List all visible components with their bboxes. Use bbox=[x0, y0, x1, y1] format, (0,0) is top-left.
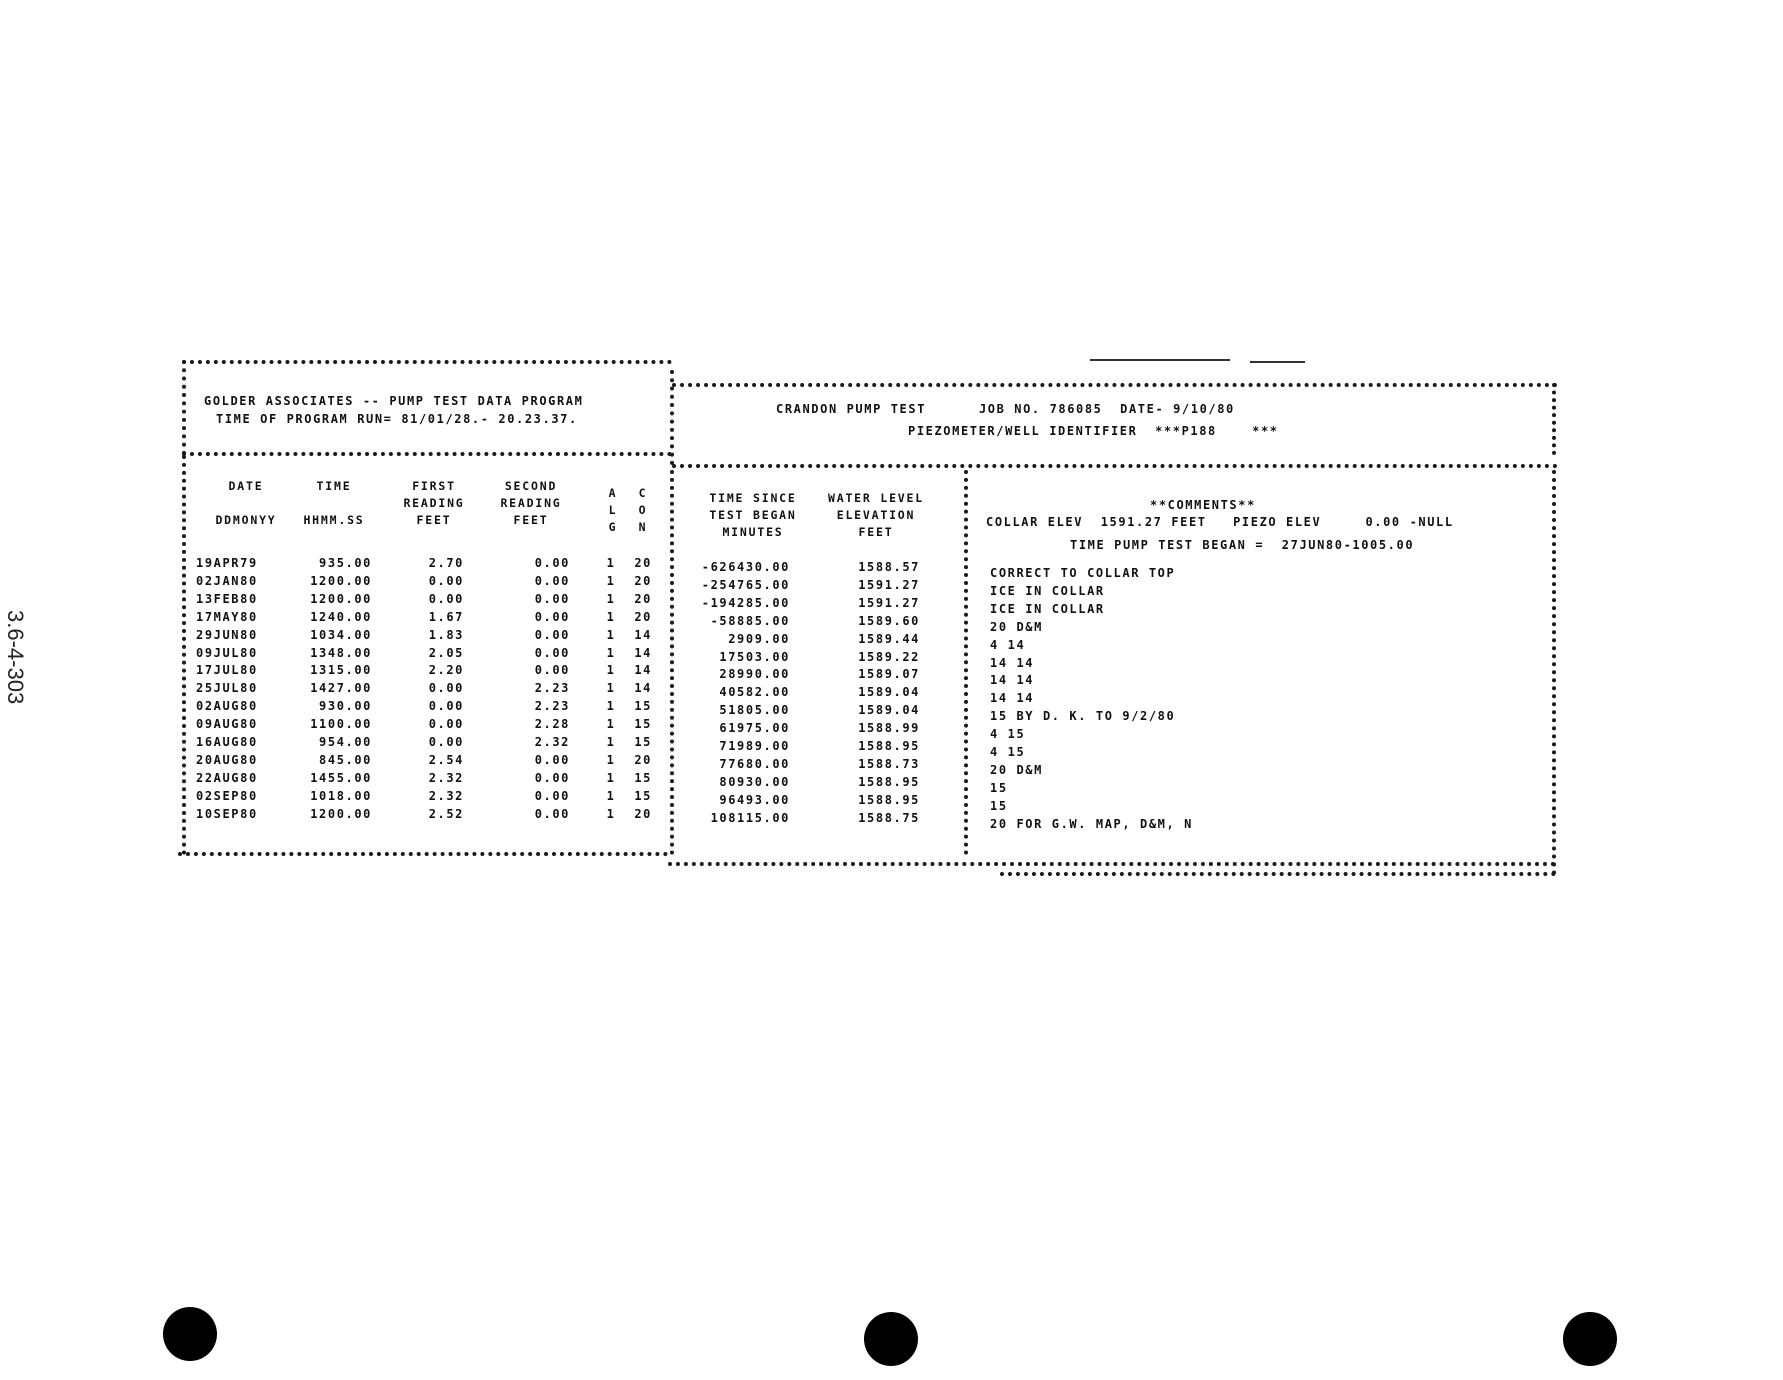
cell-c: 14 bbox=[634, 663, 652, 678]
cell-first: 2.20 bbox=[428, 663, 464, 678]
cell-a: 1 bbox=[606, 717, 616, 732]
cell-time: 1240.00 bbox=[310, 609, 372, 624]
cell-a: 1 bbox=[606, 573, 616, 588]
cell-comment: 20 D&M bbox=[990, 619, 1043, 634]
cell-since: 17503.00 bbox=[719, 649, 790, 664]
cell-comment: 14 14 bbox=[990, 673, 1035, 688]
cell-c: 20 bbox=[634, 752, 652, 767]
cell-time: 845.00 bbox=[319, 752, 372, 767]
cell-c: 20 bbox=[634, 806, 652, 821]
cell-since: 71989.00 bbox=[719, 739, 790, 753]
cell-time: 1034.00 bbox=[310, 627, 372, 642]
cell-date: 29JUN80 bbox=[196, 627, 258, 642]
cell-a: 1 bbox=[606, 806, 616, 821]
cell-first: 0.00 bbox=[428, 573, 464, 588]
cell-a: 1 bbox=[606, 735, 616, 749]
cell-since: 108115.00 bbox=[710, 810, 790, 825]
cell-level: 1588.95 bbox=[858, 792, 920, 807]
cell-first: 0.00 bbox=[428, 681, 464, 696]
cell-a: 1 bbox=[606, 591, 616, 606]
cell-date: 19APR79 bbox=[196, 556, 258, 570]
frame-bottom-right bbox=[668, 862, 1556, 866]
cell-comment: ICE IN COLLAR bbox=[990, 601, 1105, 616]
header-divider-right bbox=[672, 464, 1558, 468]
cell-second: 2.23 bbox=[534, 699, 570, 714]
frame-bottom-left bbox=[178, 852, 668, 856]
page-number: 3.6-4-303 bbox=[3, 610, 28, 705]
cell-second: 0.00 bbox=[534, 627, 570, 642]
cell-second: 2.23 bbox=[534, 681, 570, 696]
cell-a: 1 bbox=[606, 556, 616, 570]
cell-first: 0.00 bbox=[428, 735, 464, 749]
cell-time: 954.00 bbox=[319, 735, 372, 749]
cell-level: 1588.75 bbox=[858, 810, 920, 825]
cell-comment: CORRECT TO COLLAR TOP bbox=[990, 566, 1176, 580]
cell-date: 02AUG80 bbox=[196, 699, 258, 714]
cell-since: 96493.00 bbox=[719, 792, 790, 807]
cell-date: 02SEP80 bbox=[196, 788, 258, 803]
cell-first: 2.52 bbox=[428, 806, 464, 821]
cell-second: 0.00 bbox=[534, 752, 570, 767]
cell-comment: 15 bbox=[990, 780, 1008, 795]
cell-second: 0.00 bbox=[534, 663, 570, 678]
cell-date: 02JAN80 bbox=[196, 573, 258, 588]
cell-comment: 4 14 bbox=[990, 637, 1026, 652]
punch-hole bbox=[163, 1307, 217, 1361]
cell-second: 2.32 bbox=[534, 735, 570, 749]
cell-c: 20 bbox=[634, 556, 652, 570]
cell-time: 935.00 bbox=[319, 556, 372, 570]
cell-level: 1591.27 bbox=[858, 595, 920, 610]
frame-right-header bbox=[1552, 383, 1556, 455]
cell-c: 20 bbox=[634, 573, 652, 588]
cell-first: 1.83 bbox=[428, 627, 464, 642]
frame-left-body bbox=[182, 455, 186, 855]
cell-since: -626430.00 bbox=[701, 560, 790, 574]
cell-c: 14 bbox=[634, 681, 652, 696]
cell-level: 1589.60 bbox=[858, 613, 920, 628]
cell-time: 1200.00 bbox=[310, 573, 372, 588]
cell-since: 61975.00 bbox=[719, 721, 790, 736]
cell-date: 10SEP80 bbox=[196, 806, 258, 821]
cell-level: 1589.04 bbox=[858, 685, 920, 700]
cell-time: 1427.00 bbox=[310, 681, 372, 696]
cell-since: -194285.00 bbox=[701, 595, 790, 610]
cell-a: 1 bbox=[606, 681, 616, 696]
cell-second: 2.28 bbox=[534, 717, 570, 732]
col-header-con: C O N bbox=[638, 486, 648, 534]
cell-comment: 4 15 bbox=[990, 727, 1026, 742]
cell-second: 0.00 bbox=[534, 609, 570, 624]
cell-date: 09AUG80 bbox=[196, 717, 258, 732]
punch-hole bbox=[1563, 1312, 1617, 1366]
cell-a: 1 bbox=[606, 788, 616, 803]
cell-date: 22AUG80 bbox=[196, 770, 258, 785]
program-run-time: TIME OF PROGRAM RUN= 81/01/28.- 20.23.37. bbox=[216, 412, 578, 426]
cell-second: 0.00 bbox=[534, 770, 570, 785]
cell-time: 1200.00 bbox=[310, 591, 372, 606]
cell-c: 15 bbox=[634, 788, 652, 803]
cell-since: -58885.00 bbox=[710, 613, 790, 628]
cell-level: 1588.99 bbox=[858, 721, 920, 736]
cell-since: 77680.00 bbox=[719, 756, 790, 771]
cell-a: 1 bbox=[606, 752, 616, 767]
cell-date: 09JUL80 bbox=[196, 645, 258, 660]
cell-date: 13FEB80 bbox=[196, 591, 258, 606]
cell-c: 15 bbox=[634, 717, 652, 732]
header-split bbox=[670, 370, 674, 465]
cell-time: 1100.00 bbox=[310, 717, 372, 732]
cell-comment: 15 BY D. K. TO 9/2/80 bbox=[990, 709, 1176, 724]
cell-since: 2909.00 bbox=[728, 631, 790, 646]
cell-comment: 14 14 bbox=[990, 691, 1035, 706]
cell-first: 1.67 bbox=[428, 609, 464, 624]
cell-a: 1 bbox=[606, 770, 616, 785]
cell-first: 0.00 bbox=[428, 717, 464, 732]
scan-mark bbox=[1250, 361, 1305, 363]
cell-date: 17JUL80 bbox=[196, 663, 258, 678]
cell-level: 1588.57 bbox=[858, 560, 920, 574]
comments-title: **COMMENTS** bbox=[1150, 498, 1256, 512]
cell-time: 1018.00 bbox=[310, 788, 372, 803]
cell-level: 1589.07 bbox=[858, 667, 920, 682]
test-began: TIME PUMP TEST BEGAN = 27JUN80-1005.00 bbox=[1070, 538, 1415, 552]
cell-since: 28990.00 bbox=[719, 667, 790, 682]
col-header-since: TIME SINCE TEST BEGAN MINUTES bbox=[709, 491, 797, 539]
well-identifier: PIEZOMETER/WELL IDENTIFIER ***P188 *** bbox=[908, 424, 1279, 438]
cell-date: 16AUG80 bbox=[196, 735, 258, 749]
cell-a: 1 bbox=[606, 645, 616, 660]
cell-second: 0.00 bbox=[534, 806, 570, 821]
cell-since: 80930.00 bbox=[719, 774, 790, 789]
cell-comment: ICE IN COLLAR bbox=[990, 583, 1105, 598]
cell-second: 0.00 bbox=[534, 556, 570, 570]
col-header-level: WATER LEVEL ELEVATION FEET bbox=[828, 491, 924, 539]
cell-c: 15 bbox=[634, 770, 652, 785]
cell-c: 20 bbox=[634, 591, 652, 606]
cell-c: 15 bbox=[634, 735, 652, 749]
cell-time: 1348.00 bbox=[310, 645, 372, 660]
col-header-time: TIME HHMM.SS bbox=[303, 479, 365, 527]
col-header-first: FIRST READING FEET bbox=[403, 479, 465, 527]
frame-bottom-far bbox=[1000, 872, 1556, 876]
cell-level: 1589.22 bbox=[858, 649, 920, 664]
cell-c: 14 bbox=[634, 627, 652, 642]
cell-second: 0.00 bbox=[534, 788, 570, 803]
cell-time: 1315.00 bbox=[310, 663, 372, 678]
cell-since: 40582.00 bbox=[719, 685, 790, 700]
collar-elevation: COLLAR ELEV 1591.27 FEET PIEZO ELEV 0.00 -NULL bbox=[986, 515, 1454, 529]
scan-mark bbox=[1090, 359, 1230, 361]
frame-right-body bbox=[1552, 470, 1556, 875]
cell-second: 0.00 bbox=[534, 591, 570, 606]
cell-comment: 14 14 bbox=[990, 655, 1035, 670]
cell-first: 0.00 bbox=[428, 591, 464, 606]
cell-first: 2.32 bbox=[428, 788, 464, 803]
cell-date: 20AUG80 bbox=[196, 752, 258, 767]
cell-comment: 15 bbox=[990, 798, 1008, 813]
cell-a: 1 bbox=[606, 627, 616, 642]
test-title: CRANDON PUMP TEST JOB NO. 786085 DATE- 9/10/80 bbox=[776, 402, 1235, 416]
cell-time: 930.00 bbox=[319, 699, 372, 714]
body-split-2 bbox=[964, 470, 968, 855]
cell-date: 17MAY80 bbox=[196, 609, 258, 624]
cell-level: 1588.73 bbox=[858, 756, 920, 771]
cell-level: 1588.95 bbox=[858, 739, 920, 753]
cell-since: -254765.00 bbox=[701, 577, 790, 592]
col-header-date: DATE DDMONYY bbox=[215, 479, 277, 527]
col-header-second: SECOND READING FEET bbox=[500, 479, 562, 527]
punch-hole bbox=[864, 1312, 918, 1366]
cell-comment: 4 15 bbox=[990, 745, 1026, 759]
cell-comment: 20 FOR G.W. MAP, D&M, N bbox=[990, 816, 1193, 831]
cell-level: 1588.95 bbox=[858, 774, 920, 789]
frame-left-header bbox=[182, 360, 186, 455]
cell-first: 2.70 bbox=[428, 556, 464, 570]
cell-time: 1455.00 bbox=[310, 770, 372, 785]
cell-comment: 20 D&M bbox=[990, 762, 1043, 777]
cell-since: 51805.00 bbox=[719, 703, 790, 718]
cell-first: 2.32 bbox=[428, 770, 464, 785]
cell-level: 1589.04 bbox=[858, 703, 920, 718]
cell-a: 1 bbox=[606, 663, 616, 678]
cell-date: 25JUL80 bbox=[196, 681, 258, 696]
cell-level: 1591.27 bbox=[858, 577, 920, 592]
program-title: GOLDER ASSOCIATES -- PUMP TEST DATA PROGRAM bbox=[204, 394, 584, 408]
cell-second: 0.00 bbox=[534, 573, 570, 588]
cell-time: 1200.00 bbox=[310, 806, 372, 821]
cell-first: 2.05 bbox=[428, 645, 464, 660]
col-header-alg: A L G bbox=[608, 486, 618, 534]
frame-top-right bbox=[672, 383, 1558, 387]
cell-a: 1 bbox=[606, 699, 616, 714]
cell-c: 15 bbox=[634, 699, 652, 714]
cell-c: 20 bbox=[634, 609, 652, 624]
cell-first: 0.00 bbox=[428, 699, 464, 714]
cell-a: 1 bbox=[606, 609, 616, 624]
cell-level: 1589.44 bbox=[858, 631, 920, 646]
cell-second: 0.00 bbox=[534, 645, 570, 660]
frame-top-left bbox=[182, 360, 672, 364]
cell-c: 14 bbox=[634, 645, 652, 660]
cell-first: 2.54 bbox=[428, 752, 464, 767]
header-divider-left bbox=[182, 452, 672, 456]
